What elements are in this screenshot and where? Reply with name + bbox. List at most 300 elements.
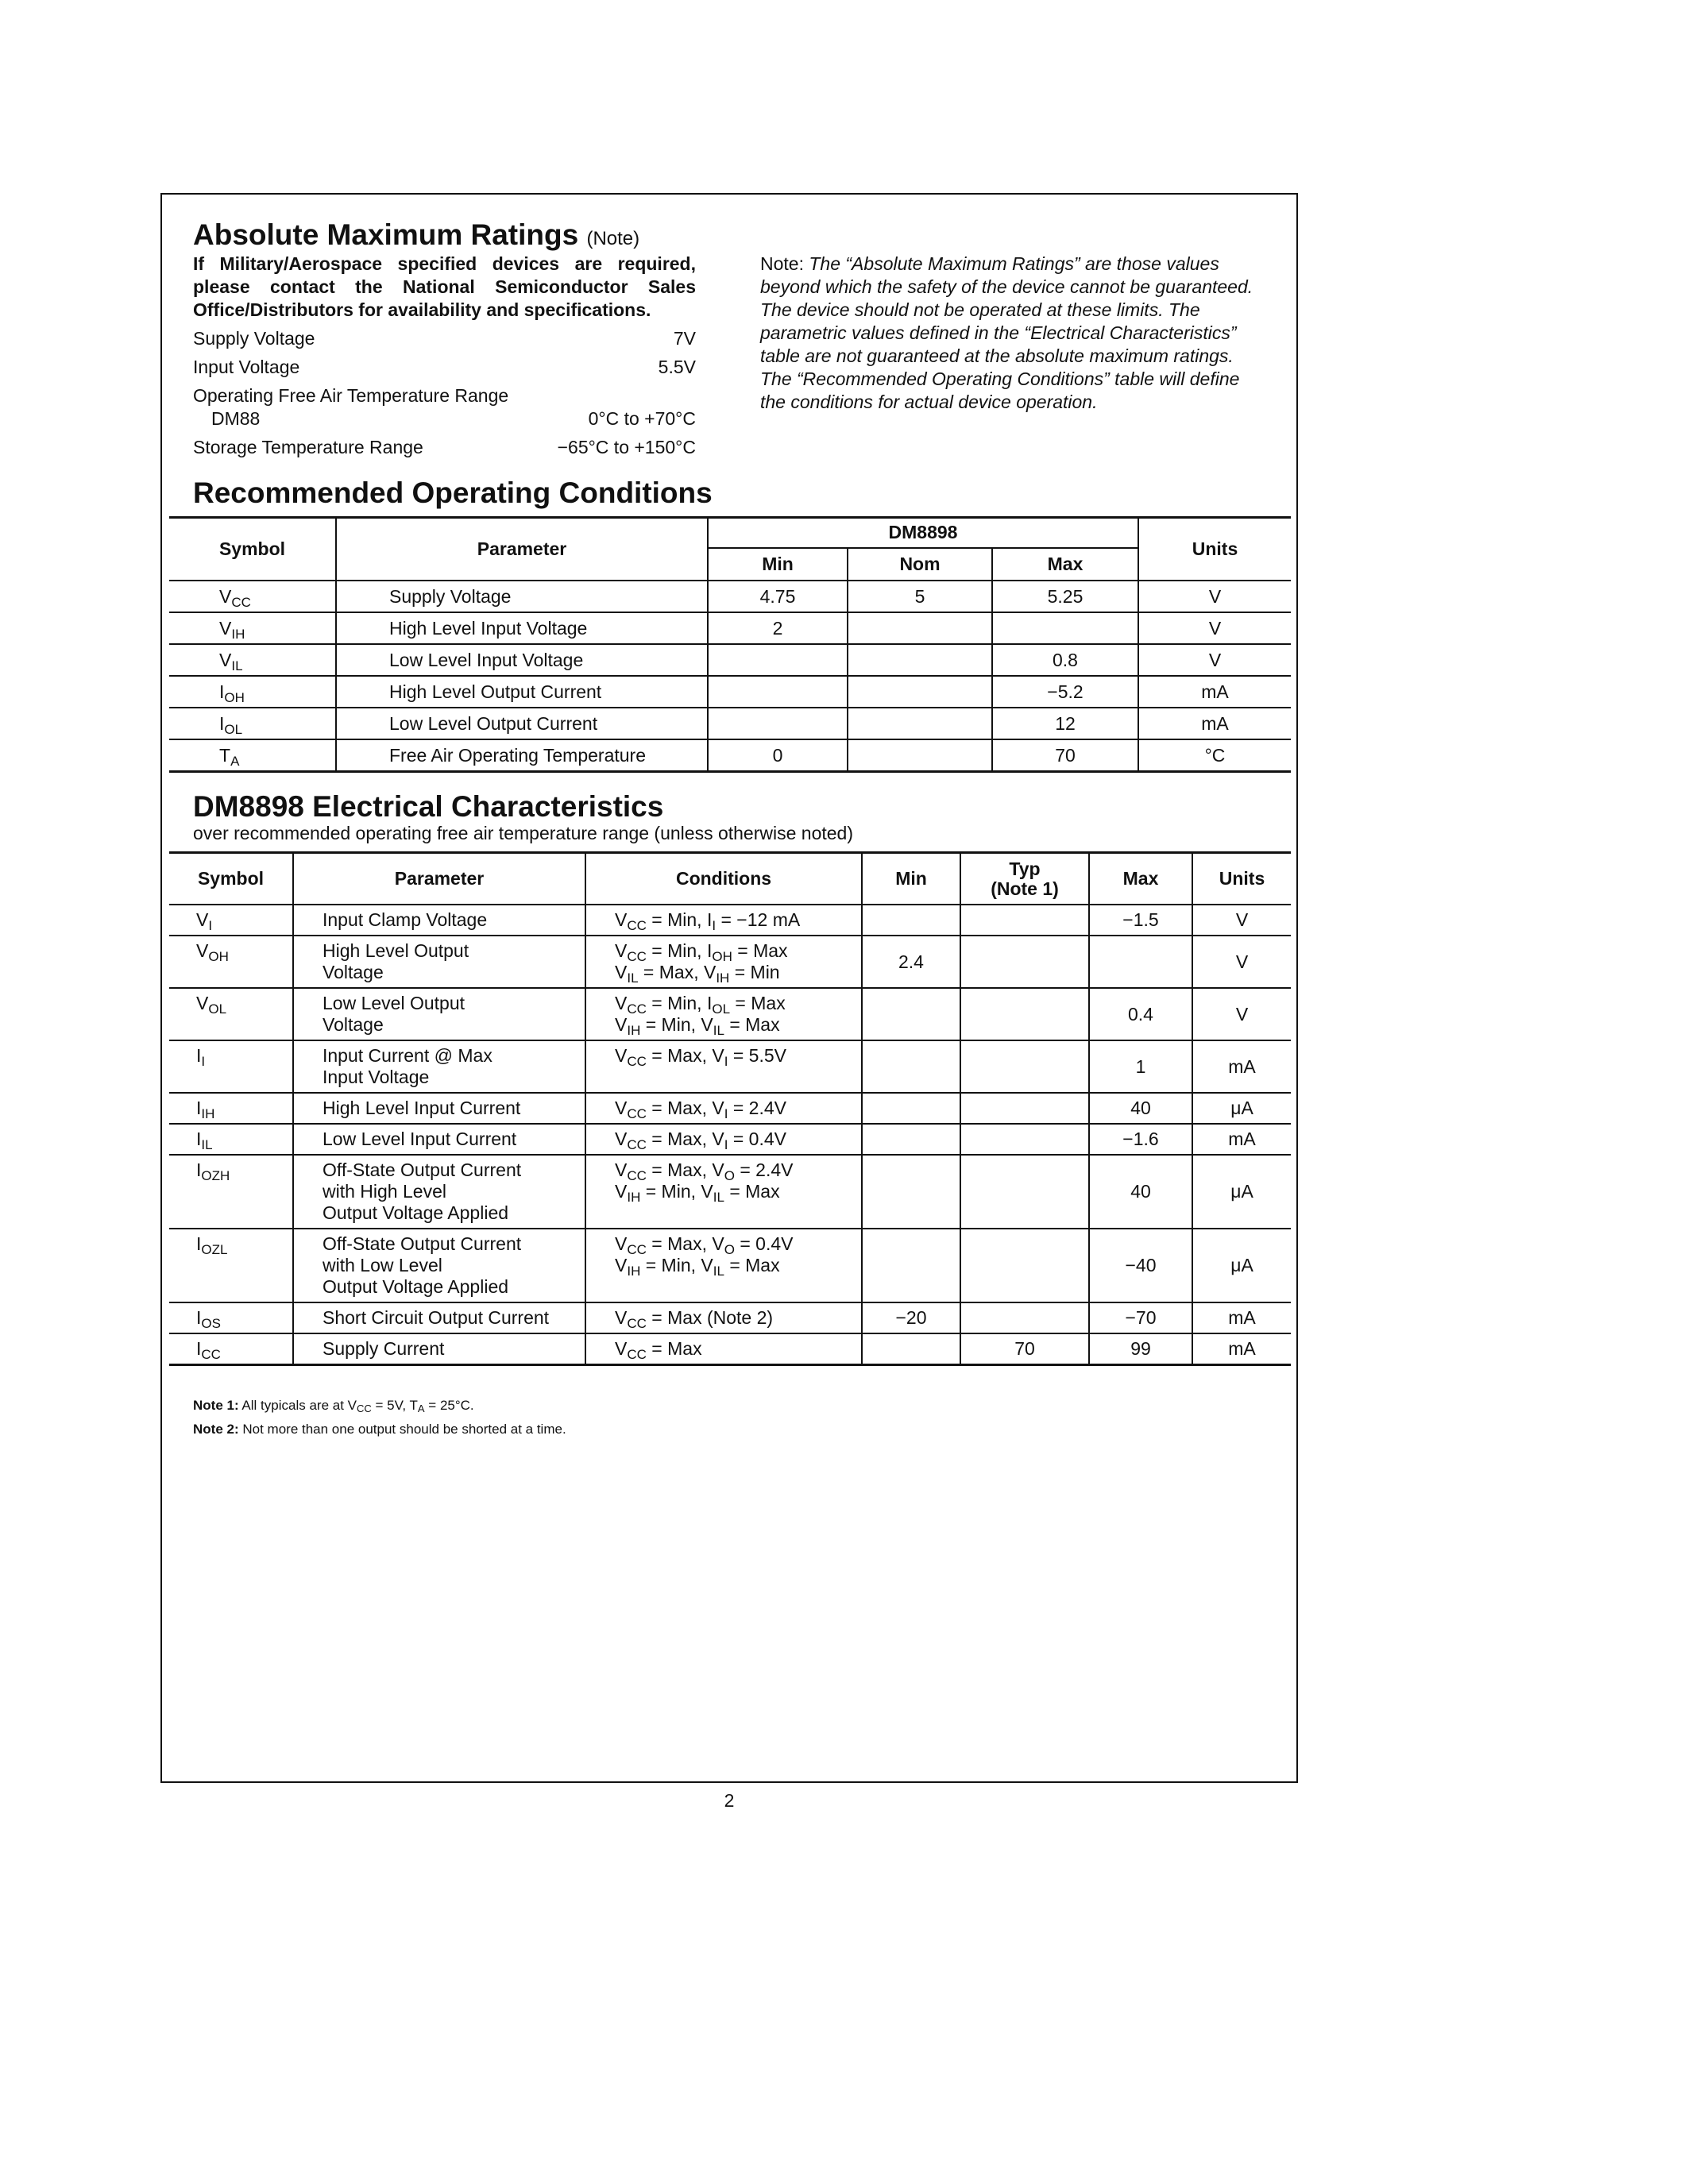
rating-row [193,407,696,430]
ec-condition-text: = Max, V [646,1160,724,1180]
ec-header-typ [960,854,1089,905]
ec-row [169,1093,1291,1124]
ec-condition-text: V [615,1160,628,1180]
ec-condition-line [615,1160,861,1181]
ec-condition-text: = 0.4V [734,1233,794,1254]
ec-symbol-sub: I [201,1054,206,1069]
ec-symbol-sub: OS [201,1316,221,1331]
ec-condition-sub: OL [712,1001,731,1017]
ec-header-max: Max [1089,854,1192,905]
ec-units: mA [1192,1302,1291,1333]
ec-parameter [293,988,585,1040]
ec-conditions [585,1155,862,1229]
ec-units: mA [1192,1040,1291,1093]
ec-units: mA [1192,1333,1291,1365]
roc-row [169,612,1291,644]
ec-units: V [1192,905,1291,936]
ec-max: 40 [1089,1155,1192,1229]
ec-condition-text: = Min, V [640,1014,713,1035]
ec-row [169,1333,1291,1365]
abs-max-title-text: Absolute Maximum Ratings [193,218,579,251]
ec-units: mA [1192,1124,1291,1155]
ec-parameter [293,1229,585,1302]
page-number: 2 [724,1790,735,1811]
ec-parameter-line: Voltage [323,1014,384,1035]
ec-parameter-line: Output Voltage Applied [323,1202,509,1223]
ec-condition-sub: O [724,1168,735,1183]
ec-condition-text: = Min, I [646,940,713,961]
ec-condition-line [615,1338,861,1360]
ec-symbol [169,936,293,988]
roc-row [169,739,1291,772]
roc-row [169,708,1291,739]
rating-label: Operating Free Air Temperature Range [193,385,509,406]
ec-condition-text: = 2.4V [734,1160,794,1180]
ec-condition-text: = Min, V [640,1255,713,1275]
ec-condition-text: V [615,1098,628,1118]
ec-condition-text: = 5.5V [728,1045,786,1066]
ec-condition-text: V [615,1129,628,1149]
ec-row [169,905,1291,936]
ec-row [169,988,1291,1040]
ec-condition-line [615,1045,861,1067]
ec-conditions [585,1229,862,1302]
ec-typ [960,905,1089,936]
ec-conditions [585,1093,862,1124]
roc-symbol-base: I [219,681,225,702]
ec-parameter [293,1302,585,1333]
ec-condition-text: = 2.4V [728,1098,786,1118]
ec-parameter-line: Short Circuit Output Current [323,1307,550,1328]
ec-parameter-line: Input Clamp Voltage [323,909,488,930]
ec-condition-sub: CC [627,918,647,933]
ec-parameter [293,1040,585,1093]
ec-symbol [169,1093,293,1124]
ec-symbol-sub: OZL [201,1242,228,1257]
ec-row [169,1124,1291,1155]
ec-symbol-sub: OZH [201,1168,230,1183]
ec-condition-text: V [615,1338,628,1359]
rating-label: Storage Temperature Range [193,437,423,457]
ec-condition-text: V [615,940,628,961]
ec-symbol-base: V [196,940,209,961]
ec-parameter [293,1155,585,1229]
roc-symbol [169,676,336,708]
ec-condition-text: = Max, V [638,962,717,982]
ec-symbol [169,1302,293,1333]
ec-conditions [585,905,862,936]
ec-row [169,1229,1291,1302]
abs-max-title [193,218,639,252]
ec-min: 2.4 [862,936,960,988]
roc-symbol-sub: OH [224,689,245,705]
ec-condition-sub: I [724,1106,728,1121]
ec-condition-text: = 0.4V [728,1129,786,1149]
ec-symbol-base: I [196,1307,202,1328]
ec-condition-text: V [615,1014,628,1035]
ec-condition-text: V [615,909,628,930]
ec-condition-sub: I [724,1137,728,1152]
ec-condition-text: V [615,1181,628,1202]
roc-parameter: Free Air Operating Temperature [336,739,708,772]
roc-symbol-sub: IL [231,658,243,673]
ec-row [169,1040,1291,1093]
ec-parameter-line: with High Level [323,1181,446,1202]
ec-header-conditions: Conditions [585,854,862,905]
ec-symbol [169,905,293,936]
ec-symbol-base: I [196,1045,202,1066]
ec-typ [960,1040,1089,1093]
rating-value: 0°C to +70°C [588,408,696,429]
ec-condition-text: = Max [646,1338,702,1359]
roc-max [992,612,1138,644]
ec-condition-text: = Max [732,940,788,961]
roc-symbol-sub: OL [224,721,243,737]
ec-max: 0.4 [1089,988,1192,1040]
ec-parameter [293,1124,585,1155]
ec-condition-sub: IH [627,1190,641,1205]
ec-parameter-line: Low Level Input Current [323,1129,517,1149]
roc-symbol-base: T [219,744,231,766]
ec-symbol [169,1040,293,1093]
ec-body [169,905,1291,1365]
roc-header-max: Max [992,548,1138,581]
roc-symbol [169,581,336,612]
roc-max: 5.25 [992,581,1138,612]
ec-parameter-line: Input Voltage [323,1067,430,1087]
ec-typ [960,1093,1089,1124]
roc-max: 70 [992,739,1138,772]
footnote-label: Note 1: [193,1398,239,1413]
roc-symbol-base: V [219,585,232,607]
ec-condition-text: V [615,993,628,1013]
ec-condition-sub: O [724,1242,735,1257]
roc-header-group: DM8898 [708,518,1138,548]
ec-parameter-line: with Low Level [323,1255,442,1275]
ec-typ [960,1155,1089,1229]
ec-condition-text: = −12 mA [716,909,801,930]
ec-condition-sub: IL [627,970,639,986]
roc-symbol-sub: IH [231,626,245,642]
roc-symbol-base: V [219,617,232,639]
ec-condition-sub: IL [713,1190,724,1205]
roc-units: V [1138,581,1291,612]
ec-parameter-line: Supply Current [323,1338,445,1359]
ec-conditions [585,988,862,1040]
ec-min [862,988,960,1040]
roc-header-min: Min [708,548,848,581]
roc-units: mA [1138,676,1291,708]
ec-units: V [1192,936,1291,988]
ec-header-min: Min [862,854,960,905]
ec-header-symbol: Symbol [197,868,265,889]
roc-header-parameter: Parameter [336,518,708,581]
ec-min [862,1093,960,1124]
ec-header-typ-label: Typ [1009,858,1041,879]
ec-condition-sub: CC [627,1242,647,1257]
ec-condition-line [615,1255,861,1279]
ec-condition-text: = Max, V [646,1233,724,1254]
roc-row [169,581,1291,612]
roc-symbol-sub: A [230,753,240,769]
roc-symbol-sub: CC [231,594,251,610]
ec-condition-text: = Max [730,993,786,1013]
ec-parameter-line: Off-State Output Current [323,1233,522,1254]
ec-condition-sub: IH [716,970,730,986]
roc-max: 12 [992,708,1138,739]
ec-units: μA [1192,1229,1291,1302]
roc-symbol [169,739,336,772]
ec-typ [960,988,1089,1040]
roc-min: 2 [708,612,848,644]
note-prefix: Note: [760,253,804,274]
ec-condition-text: = Max (Note 2) [646,1307,774,1328]
ec-condition-text: = Max, V [646,1098,724,1118]
rating-row [193,436,696,458]
ec-condition-sub: CC [627,949,647,964]
roc-symbol [169,708,336,739]
ec-parameter-line: Voltage [323,962,384,982]
abs-max-note [760,253,1267,414]
footnote-text: All typicals are at V [241,1398,357,1413]
roc-title: Recommended Operating Conditions [193,477,713,509]
ec-header-units: Units [1192,854,1291,905]
ec-condition-text: = Max, V [646,1045,724,1066]
ec-condition-sub: CC [627,1347,647,1362]
ec-condition-line [615,940,861,962]
ec-typ [960,1229,1089,1302]
ec-condition-text: = Max [724,1014,780,1035]
ec-condition-text: = Max, V [646,1129,724,1149]
rating-value: 5.5V [658,357,696,377]
ec-row [169,1302,1291,1333]
ec-units: μA [1192,1093,1291,1124]
roc-nom [848,708,992,739]
footnote-text: = 25°C. [424,1398,474,1413]
ec-min [862,905,960,936]
ec-condition-sub: OH [712,949,732,964]
rating-label: Input Voltage [193,357,300,377]
ec-condition-sub: IH [627,1023,641,1038]
roc-units: V [1138,644,1291,676]
ec-max [1089,936,1192,988]
roc-nom [848,644,992,676]
roc-nom [848,739,992,772]
roc-header-nom: Nom [848,548,992,581]
roc-symbol [169,644,336,676]
roc-units: °C [1138,739,1291,772]
ec-condition-text: = Max [724,1181,780,1202]
ec-condition-line [615,1307,861,1329]
ec-condition-sub: I [724,1054,728,1069]
ec-parameter [293,1333,585,1365]
ec-condition-line [615,1014,861,1036]
ec-parameter-line: Low Level Output [323,993,465,1013]
ec-parameter-line: Output Voltage Applied [323,1276,509,1297]
ec-condition-sub: CC [627,1054,647,1069]
ec-typ [960,936,1089,988]
recommended-operating-conditions-table [169,518,1291,773]
note-text: The “Absolute Maximum Ratings” are those values beyond which the safety of the device cannot be guaranteed. The device should not be operated at these limits. The parametric values defined in the “Electrical Characteristics” table are not guaranteed at the absolute maximum ratings. The “Recommended Operating Conditions” table will define the conditions for actual device operation. [760,253,1253,412]
ec-condition-text: V [615,962,628,982]
ec-condition-text: V [615,1233,628,1254]
ec-max: −1.6 [1089,1124,1192,1155]
ec-condition-sub: CC [627,1316,647,1331]
ec-conditions [585,1124,862,1155]
roc-symbol-base: I [219,712,225,734]
ec-symbol-base: I [196,1233,202,1254]
ec-condition-text: = Min [729,962,780,982]
ec-conditions [585,1040,862,1093]
ec-condition-text: = Max [724,1255,780,1275]
roc-min [708,644,848,676]
ec-min [862,1155,960,1229]
ec-condition-text: = Min, V [640,1181,713,1202]
ec-symbol-base: V [196,909,209,930]
roc-parameter: Supply Voltage [336,581,708,612]
ec-condition-line [615,962,861,986]
ec-typ [960,1124,1089,1155]
roc-max: 0.8 [992,644,1138,676]
footnote-text: Not more than one output should be shorted at a time. [242,1422,566,1437]
footnote-label: Note 2: [193,1422,239,1437]
roc-row [169,676,1291,708]
ec-symbol-sub: IL [201,1137,213,1152]
electrical-characteristics-table [169,854,1291,1366]
ec-row [169,1155,1291,1229]
ec-symbol-sub: CC [201,1347,221,1362]
ec-condition-sub: CC [627,1106,647,1121]
ec-conditions [585,936,862,988]
ec-symbol-sub: OL [208,1001,227,1017]
rating-value: −65°C to +150°C [557,437,696,457]
footnote-sub: A [417,1403,425,1414]
ec-condition-line [615,1098,861,1119]
ec-min [862,1333,960,1365]
ec-condition-sub: IL [713,1264,724,1279]
roc-nom [848,676,992,708]
military-warning: If Military/Aerospace specified devices are required, please contact the National Semiconductor Sales Office/Distributors for availability and specifications. [193,253,696,320]
footnote-text: = 5V, T [371,1398,418,1413]
roc-min: 0 [708,739,848,772]
ec-condition-text: V [615,1255,628,1275]
ec-typ: 70 [960,1333,1089,1365]
ec-min [862,1229,960,1302]
ec-symbol-sub: I [208,918,213,933]
ec-subtitle: over recommended operating free air temperature range (unless otherwise noted) [193,823,853,843]
footnote [193,1422,566,1437]
roc-nom [848,612,992,644]
ec-condition-sub: I [712,918,717,933]
ec-title: DM8898 Electrical Characteristics [193,790,664,823]
ec-conditions [585,1333,862,1365]
rating-label: DM88 [211,408,261,429]
rating-row [193,327,696,349]
roc-symbol [169,612,336,644]
roc-row [169,644,1291,676]
ec-parameter [293,905,585,936]
ec-typ [960,1302,1089,1333]
roc-parameter: High Level Output Current [336,676,708,708]
ec-condition-text: V [615,1307,628,1328]
ec-symbol-base: V [196,993,209,1013]
ec-parameter-line: High Level Output [323,940,469,961]
ec-units: V [1192,988,1291,1040]
rating-value: 7V [673,328,696,349]
ec-max: 99 [1089,1333,1192,1365]
ec-symbol [169,1155,293,1229]
ec-min: −20 [862,1302,960,1333]
roc-min [708,708,848,739]
ec-symbol-base: I [196,1160,202,1180]
ec-row [169,936,1291,988]
roc-body [169,581,1291,772]
ec-symbol-sub: OH [208,949,229,964]
abs-max-title-note: (Note) [586,228,640,249]
roc-units: mA [1138,708,1291,739]
ec-condition-line [615,1181,861,1205]
roc-header-units: Units [1138,518,1291,581]
ec-condition-sub: CC [627,1001,647,1017]
ec-condition-text: = Min, I [646,993,713,1013]
roc-parameter: High Level Input Voltage [336,612,708,644]
ec-condition-line [615,993,861,1017]
roc-parameter: Low Level Input Voltage [336,644,708,676]
ec-header-typ-note: (Note 1) [991,878,1059,899]
roc-header-symbol: Symbol [218,538,286,559]
ec-symbol-base: I [196,1129,202,1149]
ec-min [862,1040,960,1093]
ec-symbol [169,1124,293,1155]
roc-nom: 5 [848,581,992,612]
ec-symbol-sub: IH [201,1106,215,1121]
ec-condition-sub: IL [713,1023,724,1038]
rating-row [193,356,696,378]
ec-parameter [293,936,585,988]
ec-symbol-base: I [196,1338,202,1359]
roc-units: V [1138,612,1291,644]
rating-label: Supply Voltage [193,328,315,349]
ec-symbol [169,1229,293,1302]
ec-units: μA [1192,1155,1291,1229]
ec-parameter-line: Input Current @ Max [323,1045,492,1066]
ec-symbol [169,988,293,1040]
ec-condition-sub: IH [627,1264,641,1279]
ec-max: −1.5 [1089,905,1192,936]
ec-max: −40 [1089,1229,1192,1302]
ec-max: 40 [1089,1093,1192,1124]
roc-parameter: Low Level Output Current [336,708,708,739]
footnote-sub: CC [356,1403,372,1414]
ec-condition-sub: CC [627,1168,647,1183]
ec-header-parameter: Parameter [293,854,585,905]
roc-max: −5.2 [992,676,1138,708]
ec-condition-text: = Min, I [646,909,713,930]
footnote [193,1398,474,1414]
ec-symbol [169,1333,293,1365]
ec-conditions [585,1302,862,1333]
ec-max: 1 [1089,1040,1192,1093]
ec-max: −70 [1089,1302,1192,1333]
ec-condition-line [615,909,861,931]
ec-condition-line [615,1233,861,1255]
rating-row [193,384,696,407]
roc-symbol-base: V [219,649,232,670]
roc-min: 4.75 [708,581,848,612]
ec-symbol-base: I [196,1098,202,1118]
ec-parameter-line: Off-State Output Current [323,1160,522,1180]
ec-condition-sub: CC [627,1137,647,1152]
